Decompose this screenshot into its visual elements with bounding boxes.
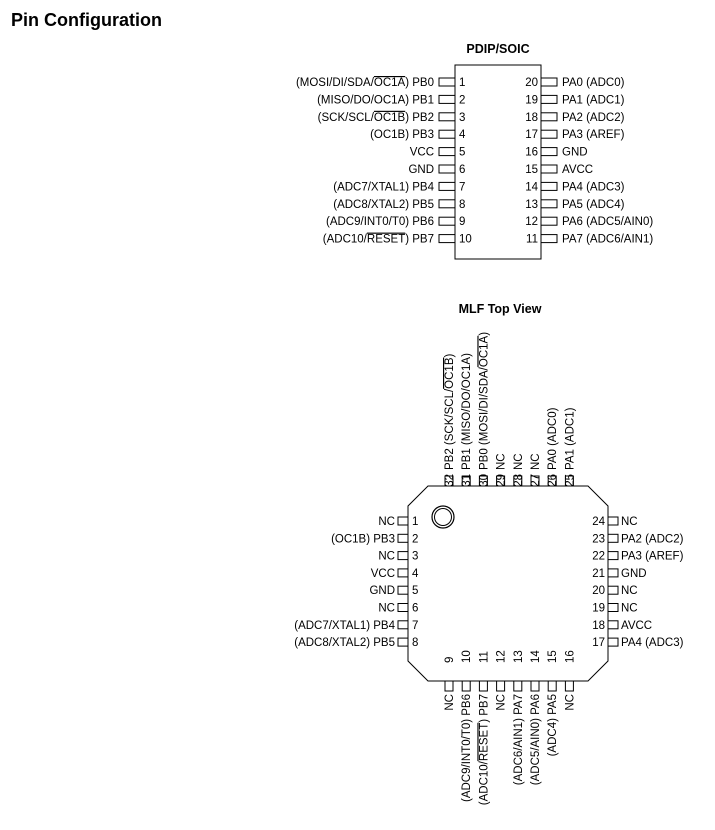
pdip-pin-label-1 bbox=[296, 77, 434, 89]
pdip-pin-number-19: 19 bbox=[525, 94, 538, 107]
mlf-pin-23 bbox=[608, 534, 618, 542]
mlf-pin-17 bbox=[608, 638, 618, 646]
mlf-pin-label-17: PA4 (ADC3) bbox=[621, 637, 684, 650]
pdip-pin-label-10-post: ) PB7 bbox=[405, 233, 434, 246]
pdip-pin-label-9 bbox=[326, 216, 434, 228]
pdip-pin-5 bbox=[439, 148, 455, 156]
pdip-pin-label-2-pre: (MISO/DO/OC1A) PB1 bbox=[317, 94, 434, 107]
pdip-pin-1 bbox=[439, 78, 455, 86]
mlf-pin-label-1: NC bbox=[378, 516, 395, 528]
pin1-indicator-outer bbox=[432, 506, 454, 528]
pdip-pin-label-10-bar: RESET bbox=[366, 233, 406, 246]
pdip-pin-label-8-pre: (ADC8/XTAL2) PB5 bbox=[333, 198, 434, 211]
mlf-pin-number-31: 31 bbox=[461, 474, 474, 487]
mlf-pin-number-6: 6 bbox=[412, 602, 419, 615]
pdip-pin-label-2 bbox=[317, 94, 434, 106]
pdip-pin-number-9: 9 bbox=[459, 216, 466, 229]
pdip-pin-7 bbox=[439, 182, 455, 190]
pdip-pin-19 bbox=[541, 95, 557, 103]
mlf-pin-label-32-bar: OC1B bbox=[444, 357, 456, 389]
mlf-pin-label-29 bbox=[496, 453, 508, 470]
pdip-pin-number-2: 2 bbox=[459, 94, 466, 107]
mlf-pin-label-4: VCC bbox=[370, 567, 395, 580]
mlf-pin-number-13: 13 bbox=[512, 650, 525, 663]
mlf-pin-number-2: 2 bbox=[412, 533, 419, 546]
pdip-pin-6 bbox=[439, 165, 455, 173]
mlf-pin-number-4: 4 bbox=[412, 567, 419, 580]
mlf-pin-number-20: 20 bbox=[592, 585, 605, 598]
mlf-pin-number-27: 27 bbox=[530, 474, 542, 487]
pdip-pin-number-17: 17 bbox=[525, 129, 538, 142]
mlf-pin-label-5: GND bbox=[369, 585, 395, 598]
pdip-pin-label-10 bbox=[323, 234, 434, 246]
pdip-pin-label-19: PA1 (ADC1) bbox=[562, 94, 625, 107]
mlf-pin-number-17: 17 bbox=[592, 637, 605, 650]
mlf-body bbox=[408, 486, 608, 681]
mlf-pin-label-20: NC bbox=[621, 585, 638, 598]
pdip-pin-2 bbox=[439, 95, 455, 103]
mlf-pin-13 bbox=[514, 681, 522, 691]
mlf-pin-number-25: 25 bbox=[564, 474, 577, 487]
pdip-pin-20 bbox=[541, 78, 557, 86]
pdip-pin-number-4: 4 bbox=[459, 129, 466, 142]
mlf-pin-number-5: 5 bbox=[412, 585, 419, 598]
pdip-pin-number-11: 11 bbox=[526, 233, 538, 246]
mlf-pin-label-27-pre: NC bbox=[530, 453, 542, 470]
pdip-pin-label-5 bbox=[410, 147, 434, 159]
mlf-pin-label-2: (OC1B) PB3 bbox=[331, 533, 395, 546]
mlf-pin-label-28 bbox=[513, 453, 525, 470]
mlf-pin-label-30-bar: OC1A bbox=[478, 335, 491, 368]
mlf-pin-label-30 bbox=[478, 332, 490, 470]
pdip-pin-number-8: 8 bbox=[459, 198, 466, 211]
mlf-pin-5 bbox=[398, 586, 408, 594]
pdip-pins bbox=[296, 77, 653, 246]
pdip-pin-number-15: 15 bbox=[525, 164, 538, 176]
pdip-pin-number-18: 18 bbox=[525, 111, 538, 124]
mlf-pin-label-25-pre: PA1 (ADC1) bbox=[564, 407, 577, 470]
pdip-pin-label-5-pre: VCC bbox=[409, 146, 434, 159]
pdip-pin-label-1-post: ) PB0 bbox=[405, 77, 434, 89]
mlf-pin-label-10-pre: (ADC9/INT0/T0) PB6 bbox=[461, 694, 474, 802]
mlf-pin-label-13-pre: (ADC6/AIN1) PA7 bbox=[512, 694, 525, 786]
pdip-pin-number-16: 16 bbox=[525, 146, 538, 159]
mlf-pin-4 bbox=[398, 569, 408, 577]
mlf-pin-15 bbox=[548, 681, 556, 691]
pdip-pin-11 bbox=[541, 235, 557, 243]
pdip-soic-package bbox=[296, 42, 653, 259]
pin1-indicator-inner bbox=[435, 509, 452, 526]
pdip-pin-label-12: PA6 (ADC5/AIN0) bbox=[562, 216, 654, 229]
mlf-pin-16 bbox=[565, 681, 573, 691]
pdip-pin-label-20: PA0 (ADC0) bbox=[562, 77, 625, 89]
pdip-pin-9 bbox=[439, 217, 455, 225]
mlf-pin-number-8: 8 bbox=[412, 637, 419, 650]
mlf-pin-number-32: 32 bbox=[444, 474, 456, 487]
pdip-pin-17 bbox=[541, 130, 557, 138]
mlf-header: MLF Top View bbox=[458, 302, 542, 316]
mlf-pin-label-7: (ADC7/XTAL1) PB4 bbox=[294, 619, 395, 632]
mlf-pin-number-18: 18 bbox=[592, 619, 605, 632]
pdip-pin-number-1: 1 bbox=[459, 77, 466, 89]
page-title: Pin Configuration bbox=[11, 10, 162, 30]
mlf-pin-label-11-bar: RESET bbox=[478, 722, 491, 762]
pdip-pin-number-13: 13 bbox=[525, 198, 538, 211]
mlf-pins bbox=[294, 332, 683, 805]
pdip-pin-label-14: PA4 (ADC3) bbox=[562, 181, 625, 194]
mlf-pin-3 bbox=[398, 552, 408, 560]
pdip-pin-label-10-pre: (ADC10/ bbox=[322, 233, 367, 246]
mlf-pin-number-11: 11 bbox=[478, 651, 491, 663]
mlf-pin-8 bbox=[398, 638, 408, 646]
pdip-pin-label-6-pre: GND bbox=[408, 164, 434, 176]
pdip-pin-number-12: 12 bbox=[525, 216, 538, 229]
mlf-pin-number-21: 21 bbox=[592, 567, 605, 580]
pdip-pin-12 bbox=[541, 217, 557, 225]
pdip-pin-label-1-pre: (MOSI/DI/SDA/ bbox=[295, 77, 374, 89]
mlf-pin-number-22: 22 bbox=[592, 550, 605, 563]
mlf-pin-label-8: (ADC8/XTAL2) PB5 bbox=[294, 637, 395, 650]
mlf-pin-7 bbox=[398, 621, 408, 629]
mlf-pin-label-6: NC bbox=[378, 602, 395, 615]
mlf-pin-number-14: 14 bbox=[530, 650, 542, 663]
mlf-pin-label-15-pre: (ADC4) PA5 bbox=[547, 694, 560, 757]
pdip-pin-label-13: PA5 (ADC4) bbox=[562, 198, 625, 211]
mlf-pin-10 bbox=[462, 681, 470, 691]
mlf-pin-label-26-pre: PA0 (ADC0) bbox=[547, 407, 560, 470]
mlf-pin-label-10 bbox=[461, 694, 473, 802]
mlf-pin-number-12: 12 bbox=[495, 650, 508, 663]
mlf-pin-label-30-post: ) bbox=[478, 331, 491, 336]
pdip-pin-3 bbox=[439, 113, 455, 121]
pdip-pin-label-8 bbox=[333, 199, 434, 211]
pdip-pin-18 bbox=[541, 113, 557, 121]
pdip-pin-label-1-bar: OC1A bbox=[373, 77, 406, 89]
mlf-pin-label-13 bbox=[513, 694, 525, 785]
mlf-pin-label-30-pre: PB0 (MOSI/DI/SDA/ bbox=[478, 367, 491, 470]
mlf-pin-number-19: 19 bbox=[592, 602, 605, 615]
mlf-pin-label-23: PA2 (ADC2) bbox=[621, 533, 684, 546]
pdip-pin-number-14: 14 bbox=[525, 181, 538, 194]
mlf-pin-label-32-post: ) bbox=[444, 353, 456, 358]
mlf-pin-20 bbox=[608, 586, 618, 594]
pdip-pin-label-7 bbox=[333, 181, 434, 193]
pdip-pin-label-3-post: ) PB2 bbox=[405, 111, 434, 124]
mlf-pin-label-16 bbox=[564, 694, 576, 711]
pdip-pin-label-17: PA3 (AREF) bbox=[562, 129, 625, 142]
mlf-pin-19 bbox=[608, 604, 618, 612]
mlf-pin-11 bbox=[479, 681, 487, 691]
mlf-pin-number-16: 16 bbox=[564, 650, 577, 663]
mlf-pin-24 bbox=[608, 517, 618, 525]
pdip-pin-label-11: PA7 (ADC6/AIN1) bbox=[562, 233, 654, 246]
mlf-pin-label-32 bbox=[444, 354, 456, 471]
mlf-pin-number-15: 15 bbox=[547, 650, 560, 663]
pdip-pin-number-10: 10 bbox=[459, 233, 472, 246]
pdip-pin-number-5: 5 bbox=[459, 146, 466, 159]
mlf-package bbox=[294, 302, 683, 805]
mlf-pin-18 bbox=[608, 621, 618, 629]
mlf-pin-number-1: 1 bbox=[412, 516, 419, 528]
mlf-pin-label-14 bbox=[530, 694, 542, 785]
mlf-pin-label-9 bbox=[444, 694, 456, 711]
mlf-pin-label-31 bbox=[461, 353, 473, 470]
mlf-pin-label-19: NC bbox=[621, 602, 638, 615]
pdip-pin-15 bbox=[541, 165, 557, 173]
mlf-pin-label-11-post: ) PB7 bbox=[478, 694, 491, 723]
mlf-pin-1 bbox=[398, 517, 408, 525]
mlf-pin-label-11-pre: (ADC10/ bbox=[478, 761, 491, 806]
pdip-pin-number-7: 7 bbox=[459, 181, 466, 194]
mlf-pin-21 bbox=[608, 569, 618, 577]
mlf-pin-number-3: 3 bbox=[412, 550, 419, 563]
mlf-pin-number-10: 10 bbox=[461, 650, 474, 663]
mlf-pin-22 bbox=[608, 552, 618, 560]
pdip-pin-label-4-pre: (OC1B) PB3 bbox=[370, 129, 434, 142]
mlf-pin-2 bbox=[398, 534, 408, 542]
mlf-pin-14 bbox=[531, 681, 539, 691]
pdip-pin-16 bbox=[541, 148, 557, 156]
mlf-pin-label-29-pre: NC bbox=[495, 453, 508, 470]
mlf-pin-number-9: 9 bbox=[444, 656, 456, 663]
mlf-pin-number-28: 28 bbox=[512, 474, 525, 487]
mlf-pin-6 bbox=[398, 604, 408, 612]
mlf-pin-9 bbox=[445, 681, 453, 691]
mlf-pin-label-11 bbox=[478, 694, 490, 805]
mlf-pin-label-21: GND bbox=[621, 567, 647, 580]
pdip-pin-13 bbox=[541, 200, 557, 208]
pdip-pin-8 bbox=[439, 200, 455, 208]
mlf-pin-label-25 bbox=[564, 407, 576, 470]
mlf-pin-number-29: 29 bbox=[495, 474, 508, 487]
mlf-pin-label-16-pre: NC bbox=[564, 694, 577, 711]
pdip-pin-label-18: PA2 (ADC2) bbox=[562, 111, 625, 124]
mlf-pin-number-26: 26 bbox=[547, 474, 560, 487]
mlf-pin-label-28-pre: NC bbox=[512, 453, 525, 470]
mlf-pin-label-15 bbox=[547, 694, 559, 756]
pdip-pin-label-3 bbox=[318, 112, 434, 124]
pdip-pin-label-7-pre: (ADC7/XTAL1) PB4 bbox=[333, 181, 434, 194]
mlf-pin-label-18: AVCC bbox=[621, 619, 653, 632]
mlf-pin-label-22: PA3 (AREF) bbox=[621, 550, 684, 563]
pdip-header: PDIP/SOIC bbox=[466, 42, 530, 56]
pdip-pin-number-3: 3 bbox=[459, 111, 466, 124]
mlf-pin-label-14-pre: (ADC5/AIN0) PA6 bbox=[530, 694, 542, 786]
mlf-pin-label-24: NC bbox=[621, 516, 638, 528]
mlf-pin-label-31-pre: PB1 (MISO/DO/OC1A) bbox=[461, 353, 474, 470]
pdip-pin-14 bbox=[541, 182, 557, 190]
pdip-pin-label-3-bar: OC1B bbox=[373, 111, 406, 124]
mlf-pin-label-9-pre: NC bbox=[444, 694, 456, 711]
mlf-pin-number-23: 23 bbox=[592, 533, 605, 546]
mlf-pin-label-12 bbox=[496, 694, 508, 711]
mlf-pin-label-32-pre: PB2 (SCK/SCL/ bbox=[444, 388, 456, 470]
mlf-pin-label-3: NC bbox=[378, 550, 395, 563]
pdip-pin-label-3-pre: (SCK/SCL/ bbox=[317, 111, 374, 124]
pdip-pin-10 bbox=[439, 235, 455, 243]
mlf-pin-number-30: 30 bbox=[478, 474, 491, 487]
mlf-pin-12 bbox=[497, 681, 505, 691]
mlf-pin-number-7: 7 bbox=[412, 619, 419, 632]
pdip-pin-label-4 bbox=[370, 129, 434, 141]
mlf-pin-label-26 bbox=[547, 407, 559, 470]
pdip-pin-label-6 bbox=[408, 164, 434, 176]
mlf-pin-label-12-pre: NC bbox=[495, 694, 508, 711]
pdip-pin-number-6: 6 bbox=[459, 164, 466, 176]
mlf-pin-number-24: 24 bbox=[592, 516, 605, 528]
pdip-pin-4 bbox=[439, 130, 455, 138]
pdip-pin-number-20: 20 bbox=[525, 77, 538, 89]
pdip-pin-label-9-pre: (ADC9/INT0/T0) PB6 bbox=[326, 216, 434, 229]
pdip-pin-label-16: GND bbox=[562, 146, 588, 159]
mlf-pin-label-27 bbox=[530, 453, 542, 470]
pdip-pin-label-15: AVCC bbox=[562, 164, 594, 176]
